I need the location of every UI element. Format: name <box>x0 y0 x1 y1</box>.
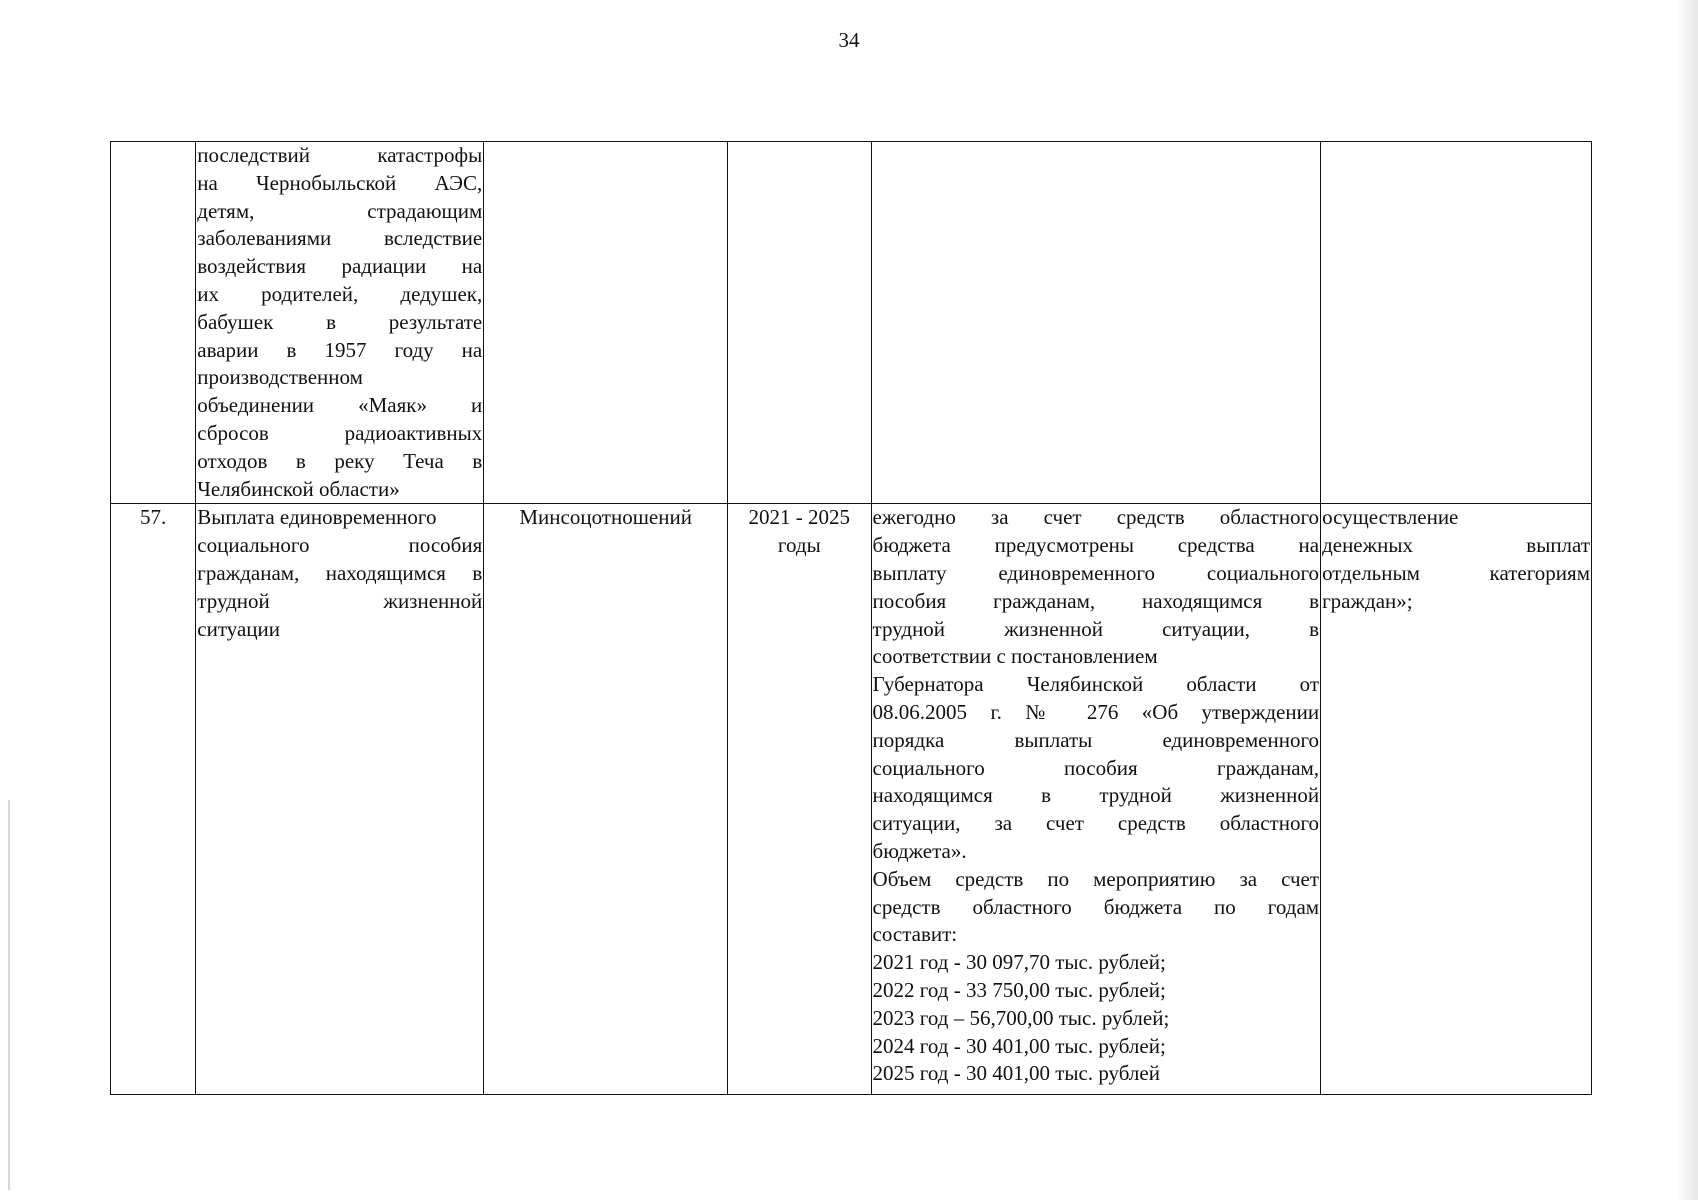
text-line: 2023 год – 56,700,00 тыс. рублей; <box>872 1005 1170 1030</box>
text-line: соответствии с постановлением <box>872 644 1158 669</box>
text-line: 08.06.2005 г. № 276 «Об утверждении <box>872 699 1320 724</box>
text-line: осуществление <box>1322 505 1459 530</box>
text-line: 2024 год - 30 401,00 тыс. рублей; <box>872 1033 1166 1058</box>
text-line: отходов в реку Теча в <box>197 448 483 473</box>
page-number: 34 <box>838 28 860 52</box>
description <box>871 504 1321 1095</box>
text-line: Объем средств по мероприятию за счет <box>872 866 1320 891</box>
text-line: находящимся в трудной жизненной <box>872 783 1320 808</box>
text-line: объединении «Маяк» и <box>197 393 483 418</box>
text-line: бабушек в результате <box>197 309 483 334</box>
text-line: их родителей, дедушек, <box>197 281 483 306</box>
text-line: 2021 год - 30 097,70 тыс. рублей; <box>872 950 1166 975</box>
text-line: 2025 год - 30 401,00 тыс. рублей <box>872 1061 1160 1086</box>
text-line: сбросов радиоактивных <box>197 420 483 445</box>
text-line: трудной жизненной <box>197 588 483 613</box>
description <box>871 142 1321 504</box>
text-line: аварии в 1957 году на <box>197 337 483 362</box>
activity-name <box>196 142 484 504</box>
document-table <box>110 141 1592 1095</box>
text-line: производственном <box>197 365 363 390</box>
text-line: средств областного бюджета по годам <box>872 894 1320 919</box>
text-line: Челябинской области» <box>197 476 400 501</box>
text-line: на Чернобыльской АЭС, <box>197 170 483 195</box>
text-line: гражданам, находящимся в <box>197 560 483 585</box>
text-line: ежегодно за счет средств областного <box>872 505 1320 530</box>
expected-result <box>1321 142 1592 504</box>
text-line: воздействия радиации на <box>197 254 483 279</box>
table-row <box>111 504 1592 1095</box>
text-line: денежных выплат <box>1322 533 1590 558</box>
scan-edge <box>1676 0 1698 1200</box>
row-number <box>111 142 196 504</box>
activity-name <box>196 504 484 1095</box>
text-line: ситуации, за счет средств областного <box>872 811 1320 836</box>
text-line: пособия гражданам, находящимся в <box>872 588 1320 613</box>
period <box>728 142 871 504</box>
period: 2021 - 2025 годы <box>728 504 871 1095</box>
text-line: последствий катастрофы <box>197 143 483 167</box>
executor: Минсоцотношений <box>484 504 728 1095</box>
text-line: бюджета». <box>872 838 967 863</box>
text-line: 2022 год - 33 750,00 тыс. рублей; <box>872 977 1166 1002</box>
row-number: 57. <box>111 504 196 1095</box>
text-line: Выплата единовременного <box>197 505 437 530</box>
text-line: порядка выплаты единовременного <box>872 727 1320 752</box>
text-line: социального пособия гражданам, <box>872 755 1320 780</box>
text-line: социального пособия <box>197 533 483 558</box>
table-row <box>111 142 1592 504</box>
expected-result <box>1321 504 1592 1095</box>
text-line: детям, страдающим <box>197 198 483 223</box>
scan-mark <box>8 800 10 1190</box>
executor <box>484 142 728 504</box>
text-line: граждан»; <box>1322 588 1413 613</box>
text-line: Губернатора Челябинской области от <box>872 672 1320 697</box>
text-line: составит: <box>872 922 958 947</box>
text-line: трудной жизненной ситуации, в <box>872 616 1320 641</box>
text-line: ситуации <box>197 616 280 641</box>
text-line: отдельным категориям <box>1322 560 1590 585</box>
text-line: бюджета предусмотрены средства на <box>872 533 1320 558</box>
text-line: выплату единовременного социального <box>872 560 1320 585</box>
text-line: заболеваниями вследствие <box>197 226 483 251</box>
